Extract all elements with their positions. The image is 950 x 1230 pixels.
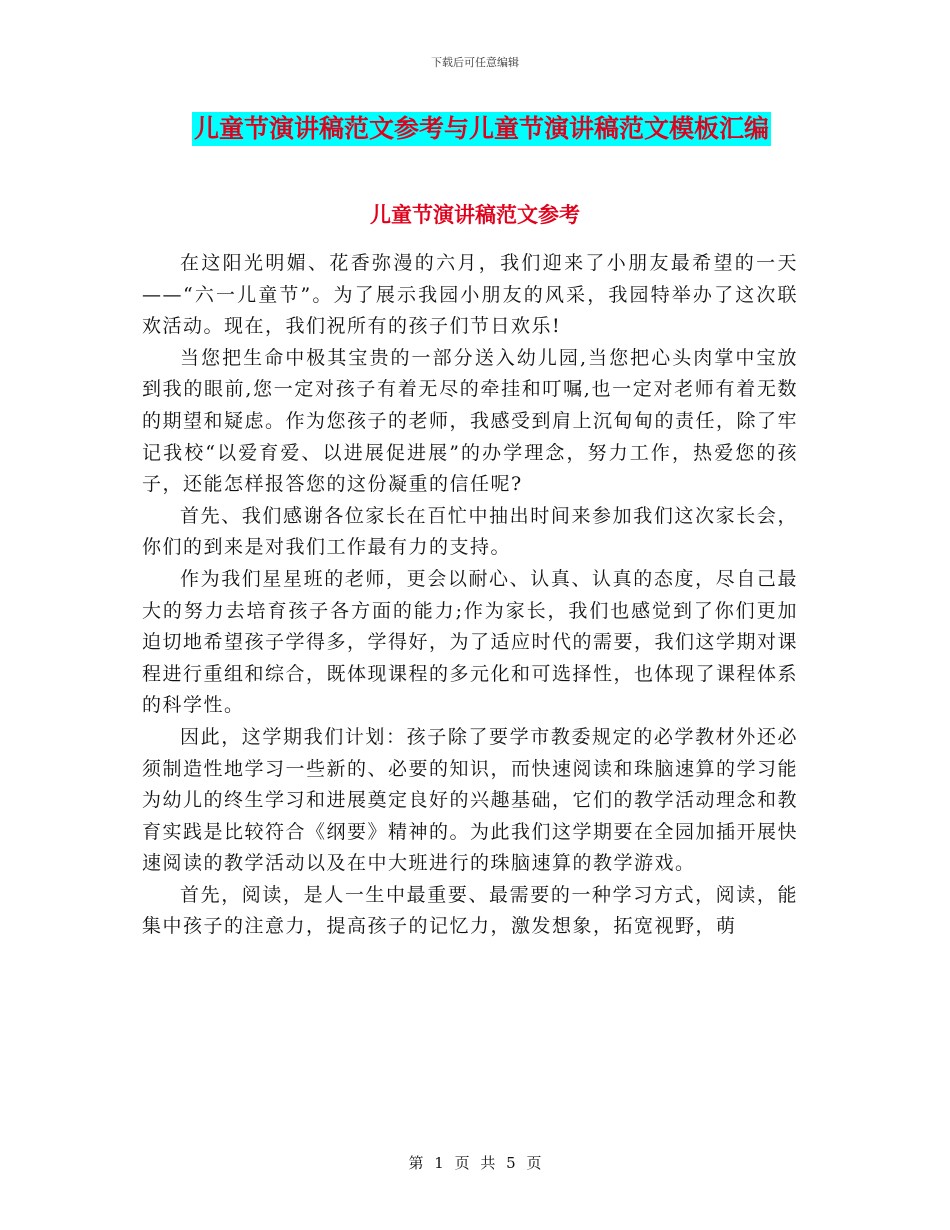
paragraph-4: 作为我们星星班的老师，更会以耐心、认真、认真的态度，尽自己最大的努力去培育孩子各方面的能力;作为家长，我们也感觉到了你们更加迫切地希望孩子学得多，学得好，为了适应时代的需要，我们这学期对课程进行重组和综合，既体现课程的多元化和可选择性，也体现了课程体系的科学性。: [142, 567, 799, 717]
paragraph-6: 首先，阅读，是人一生中最重要、最需要的一种学习方式，阅读，能集中孩子的注意力，提高孩子的记忆力，激发想象，拓宽视野，萌: [142, 883, 798, 938]
paragraph-3: 首先、我们感谢各位家长在百忙中抽出时间来参加我们这次家长会，你们的到来是对我们工作最有力的支持。: [142, 504, 798, 559]
paragraph-2: 当您把生命中极其宝贵的一部分送入幼儿园,当您把心头肉掌中宝放到我的眼前,您一定对孩子有着无尽的牵挂和叮嘱,也一定对老师有着无数的期望和疑虑。作为您孩子的老师，我感受到肩上沉甸甸的责任，除了牢记我校“以爱育爱、以进展促进展”的办学理念，努力工作，热爱您的孩子，还能怎样报答您的这份凝重的信任呢?: [142, 346, 799, 496]
page-header-note: 下载后可任意编辑: [431, 56, 519, 69]
page-footer: 第 1 页 共 5 页: [408, 1154, 542, 1172]
document-title: 儿童节演讲稿范文参考与儿童节演讲稿范文模板汇编: [192, 112, 771, 146]
document-body: [142, 248, 798, 943]
paragraph-5: 因此，这学期我们计划：孩子除了要学市教委规定的必学教材外还必须制造性地学习一些新的、必要的知识，而快速阅读和珠脑速算的学习能为幼儿的终生学习和进展奠定良好的兴趣基础，它们的教学活动理念和教育实践是比较符合《纲要》精神的。为此我们这学期要在全园加插开展快速阅读的教学活动以及在中大班进行的珠脑速算的教学游戏。: [142, 725, 799, 875]
section-title: 儿童节演讲稿范文参考: [370, 203, 580, 227]
paragraph-1: 在这阳光明媚、花香弥漫的六月，我们迎来了小朋友最希望的一天——“六一儿童节”。为了展示我园小朋友的风采，我园特举办了这次联欢活动。现在，我们祝所有的孩子们节日欢乐!: [142, 252, 798, 338]
